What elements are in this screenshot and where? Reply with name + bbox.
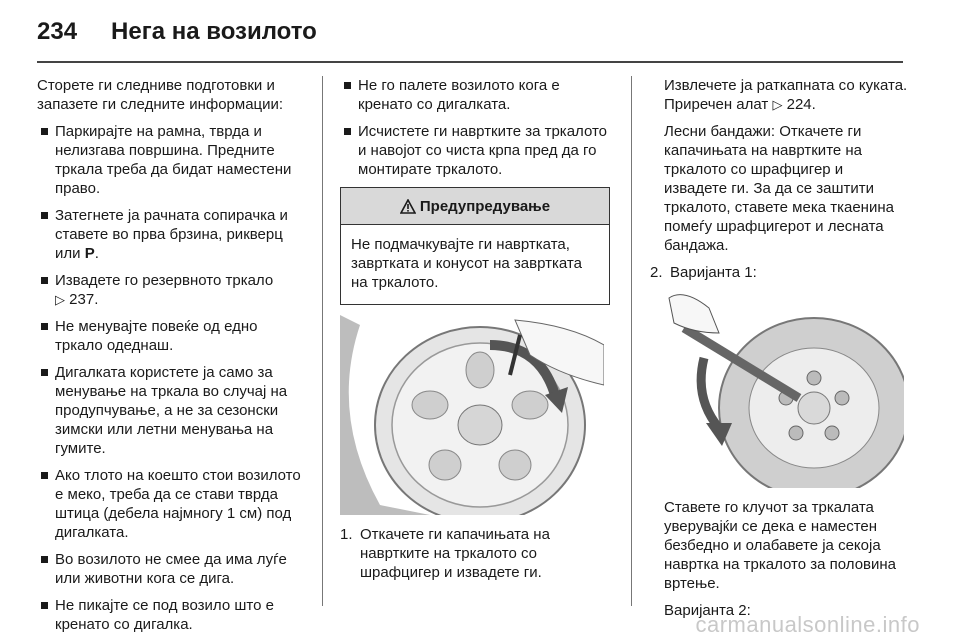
list-item: Не пикајте се под возило што е кренато со дигалка. [37, 596, 307, 634]
list-item: Не го палете возилото кога е кренато со дигалката. [340, 76, 610, 114]
list-item: Дигалката користете ја само за менување на тркала во случај на продупчување, а не за сезонски зимски или летни менувања на гумите. [37, 363, 307, 458]
step-1 [340, 525, 610, 582]
column-1 [37, 76, 307, 642]
warning-text: Не подмачкувајте ги навртката, завртката и конусот на завртката на тркалото. [351, 236, 582, 291]
warning-box [340, 187, 610, 305]
warning-icon [400, 199, 416, 214]
column-2 [340, 76, 610, 582]
step-number: 1. [340, 526, 353, 543]
list-item: Ако тлото на коешто стои возилото е меко, треба да се стави тврда штица (дебела најмногу 1 см) под дигалката. [37, 466, 307, 542]
paragraph: Варијанта 2: [664, 602, 751, 619]
page-ref[interactable]: 237. [69, 291, 99, 308]
step-label: Варијанта 1: [670, 264, 757, 281]
wheel-wrench-illustration [664, 288, 904, 488]
warning-title: Предупредување [419, 197, 551, 215]
safety-list [340, 76, 610, 179]
step-text: Откачете ги капачињата на навртките на тркалото со шрафцигер и извадете ги. [360, 526, 550, 581]
paragraph: Ставете го клучот за тркалата уверувајќи се дека е наместен безбедно и олабавете ја секоја навртка на тркалото за половина вртење. [664, 499, 897, 592]
list-item: Во возилото не смее да има луѓе или животни кога се дига. [37, 550, 307, 588]
paragraph: Извлечете ја раткапната со куката. Приречен алат ▷ 224. [664, 77, 908, 113]
paragraph: Лесни бандажи: Откачете ги капачињата на навртките на тркалото со шрафцигер и извадете ги. За да се заштити тркалото, ставете мека ткаенина помеѓу шрафцигерот и лесната бандажа. [664, 123, 894, 254]
wheel-cover-illustration [340, 315, 604, 515]
page-number: 234 [37, 18, 78, 45]
page-ref-icon[interactable]: ▷ [55, 292, 65, 307]
column-3 [650, 76, 910, 628]
watermark: carmanualsonline.info [695, 612, 920, 637]
header-rule [37, 61, 903, 63]
column-divider [631, 76, 632, 606]
warning-header [341, 188, 609, 225]
page-title: Нега на возилото [111, 18, 317, 45]
list-item: Затегнете ја рачната сопирачка и ставете во прва брзина, рикверц или P. [37, 206, 307, 263]
page-ref[interactable]: 224. [786, 96, 816, 113]
preparation-list [37, 122, 307, 634]
step-number: 2. [650, 264, 663, 281]
intro-text: Сторете ги следниве подготовки и запазете ги следните информации: [37, 77, 284, 113]
list-item: Не менувајте повеќе од едно тркало одеднаш. [37, 317, 307, 355]
column-divider [322, 76, 323, 606]
list-item: Извадете го резервното тркало ▷ 237. [37, 271, 307, 309]
page-ref-icon[interactable]: ▷ [772, 97, 783, 112]
list-item: Исчистете ги навртките за тркалото и навојот со чиста крпа пред да го монтирате тркалото. [340, 122, 610, 179]
page-header [37, 12, 917, 52]
list-item: Паркирајте на рамна, тврда и нелизгава површина. Предните тркала треба да бидат наместени право. [37, 122, 307, 198]
step-2 [650, 263, 910, 282]
gear-p: P [84, 245, 95, 262]
